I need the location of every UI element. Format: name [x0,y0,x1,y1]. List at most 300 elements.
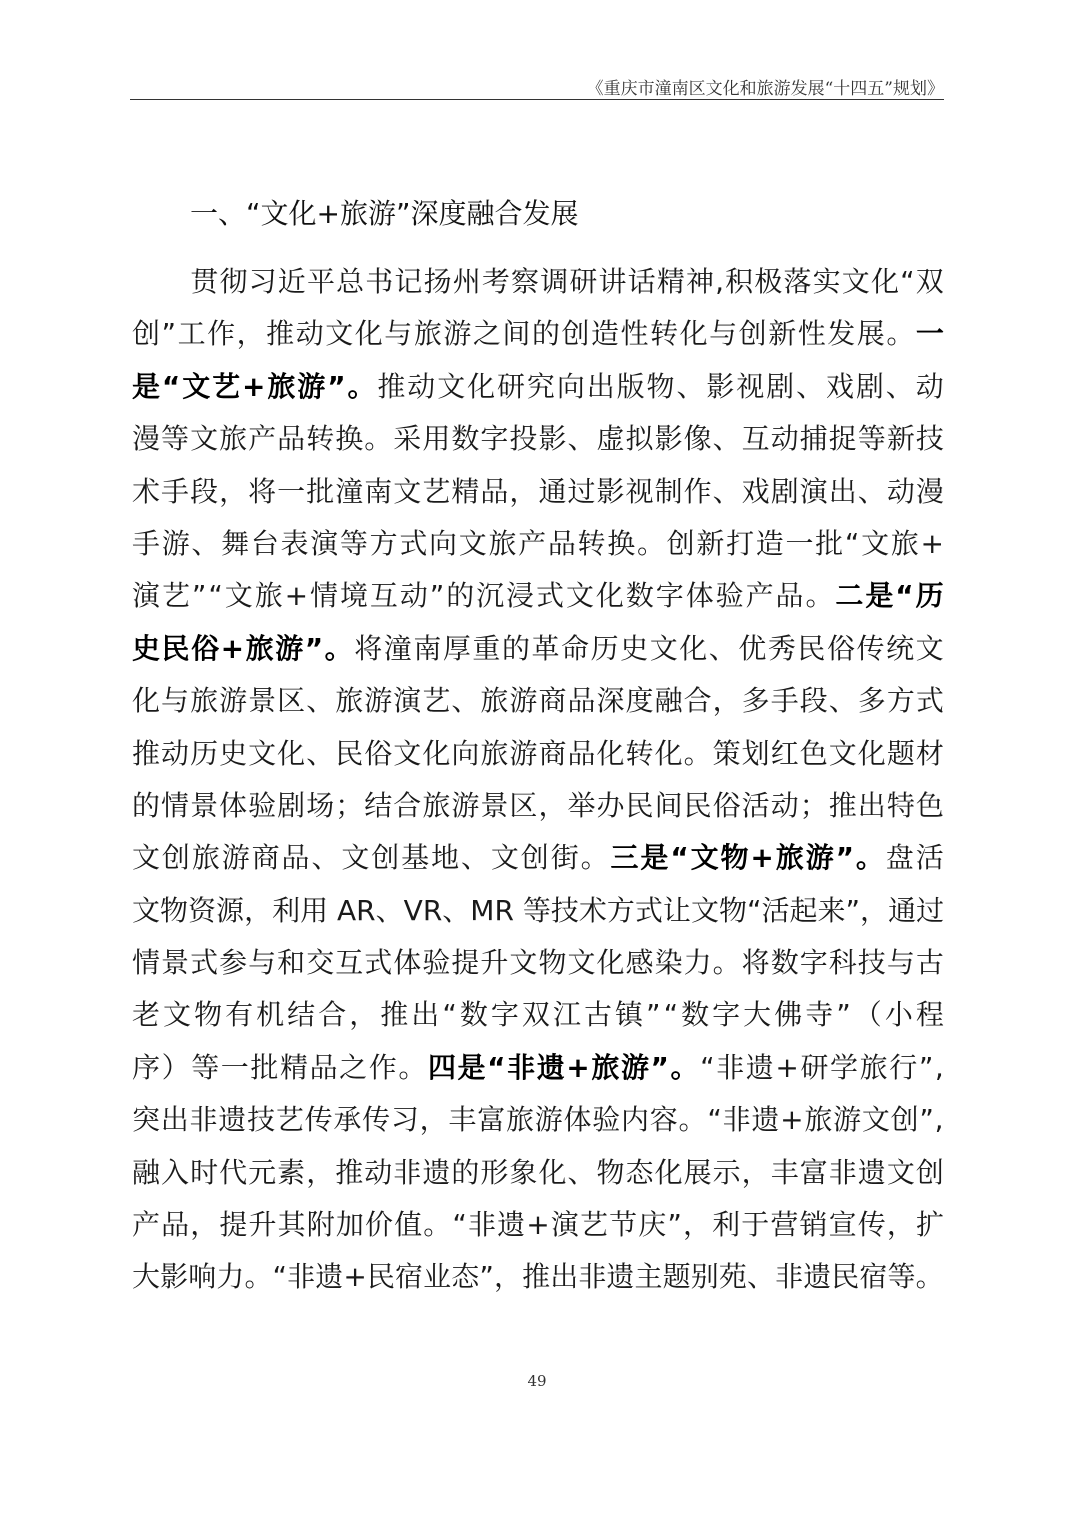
text-char: 向 [451,736,480,770]
body-line [132,728,944,780]
text-char: 讲 [598,265,627,298]
text-char: 游 [509,736,538,770]
text-char: 化 [354,317,383,351]
body-line [132,413,944,465]
text-char: 推 [335,1155,364,1189]
text-char: 精 [279,1050,308,1084]
text-char: 旅 [422,788,451,822]
text-char: 旅 [190,684,219,718]
text-char: 。 [915,1260,944,1294]
text-char: 态 [625,1155,654,1189]
text-char: 非 [189,1103,218,1137]
text-char: ， [860,893,889,927]
text-char: 制 [654,474,683,508]
text-char: 寺 [805,998,834,1032]
text-char: 动 [770,422,799,456]
text-char: 近 [277,265,306,298]
text-char: 于 [741,1208,770,1242]
text-char: 动 [161,736,190,770]
text-char: ” [667,1208,682,1242]
text-char: 革 [531,631,560,665]
text-char: 考 [481,265,510,298]
text-char: 发 [827,317,856,351]
text-char: 积 [725,265,754,298]
running-header-title: 《重庆市潼南区文化和旅游发展“十四五”规划》 [586,79,944,99]
text-char: 创 [520,841,549,875]
text-char: 漫 [915,474,944,508]
text-char: 特 [886,788,915,822]
text-char: 旅 [254,579,283,613]
text-char: 营 [770,1208,799,1242]
text-char: 、 [828,684,857,718]
text-char: 批 [815,526,844,560]
text-char: 结 [287,998,316,1032]
text-char: 优 [738,631,767,665]
text-char: 通 [538,474,567,508]
emphasis-char: 。 [324,631,353,665]
text-char: 影 [654,422,683,456]
text-char: 品 [775,579,804,613]
text-char: 合 [393,788,422,822]
text-char: 记 [394,265,423,298]
text-char: 游 [219,684,248,718]
text-char [132,256,160,308]
text-char: 等 [887,1260,916,1294]
text-char: 手 [132,526,161,560]
text-char: 换 [335,422,364,456]
text-char: + [920,526,944,560]
page-number: 49 [527,1372,547,1390]
text-char: , [934,1050,944,1084]
text-char: 材 [915,736,944,770]
text-char: 产 [132,1208,161,1242]
text-char: + [780,1103,804,1137]
text-char: 古 [915,946,944,980]
text-char: 题 [662,1260,691,1294]
text-char: 互 [369,579,398,613]
text-char: 演 [132,579,161,613]
text-char: 等 [339,526,368,560]
text-char: 文 [341,841,370,875]
text-char: 方 [606,893,635,927]
body-line [132,1199,944,1251]
text-char: 文 [567,946,596,980]
text-char: 、 [567,422,596,456]
text-char: 创 [132,317,161,351]
text-char: 节 [609,1208,638,1242]
text-char: 研 [800,1050,829,1084]
text-char: 传 [362,1103,391,1137]
text-char: 宿 [859,1260,888,1294]
body-line [132,518,944,570]
text-char: 出 [411,998,440,1032]
text-char: 。 [364,422,393,456]
text-char: 化 [538,1155,567,1189]
text-char: 造 [755,526,784,560]
body-line [132,1251,944,1303]
text-char: 举 [567,788,596,822]
text-char: 性 [620,317,649,351]
emphasis-char: “ [161,369,181,403]
text-char: 影 [160,1260,189,1294]
text-char: 批 [306,474,335,508]
text-char: ” [646,998,661,1032]
text-char: 象 [509,1155,538,1189]
text-char: 新 [696,526,725,560]
text-char: 文 [458,526,487,560]
text-char: 出 [857,788,886,822]
text-char: 批 [250,1050,279,1084]
text-char: 工 [177,317,206,351]
text-char: 、 [442,893,471,927]
text-char: 术 [132,474,161,508]
text-char: 提 [219,1208,248,1242]
text-char: 推 [828,788,857,822]
text-char: 数 [451,422,480,456]
text-char: 影 [538,422,567,456]
text-char: 史 [219,736,248,770]
text-char: 、 [191,526,220,560]
text-char: 向 [556,369,585,403]
text-char: 等 [161,422,190,456]
text-char: 宣 [828,1208,857,1242]
text-char: “ [844,526,860,560]
text-char: 推 [522,1260,551,1294]
text-char: 艺 [422,684,451,718]
text-char: 俗 [826,631,855,665]
text-char: 产 [248,422,277,456]
text-char: 段 [799,684,828,718]
text-char: 文 [393,736,422,770]
text-char: 景 [161,946,190,980]
text-char: 化 [132,684,161,718]
text-char: 文 [565,579,594,613]
text-char: 富 [477,1103,506,1137]
text-char: A [337,893,357,927]
text-char: 俗 [712,788,741,822]
text-char: 出 [586,369,615,403]
text-char: 等 [522,893,551,927]
text-char: 展 [683,1155,712,1189]
text-char: 地 [431,841,460,875]
text-char: 沉 [476,579,505,613]
text-char: R [494,893,514,927]
text-char: 遗 [606,1260,635,1294]
text-char: 书 [365,265,394,298]
text-char: 非 [393,1155,422,1189]
text-char: 划 [741,736,770,770]
text-char: 序 [132,1050,161,1084]
text-char: 行 [889,1050,918,1084]
text-char: 非 [578,1260,607,1294]
text-char: 时 [190,1155,219,1189]
text-char: 文 [132,841,161,875]
text-char: 力 [216,1260,245,1294]
text-char: 漫 [132,422,161,456]
text-char: 物 [718,893,747,927]
text-char: 、 [796,369,825,403]
text-char: 游 [534,1103,563,1137]
text-char: 深 [596,684,625,718]
text-char: 品 [161,1208,190,1242]
text-char: 南 [364,474,393,508]
text-char: 品 [277,422,306,456]
text-char: 游 [443,317,472,351]
text-char: 元 [248,1155,277,1189]
text-char: 将 [354,631,383,665]
text-char: 旅 [505,1103,534,1137]
emphasis-char: 是 [640,841,669,875]
text-char: 动 [364,1155,393,1189]
text-char: 染 [654,946,683,980]
text-char: 史 [620,631,649,665]
text-char: 。 [712,946,741,980]
text-char: 旅 [191,841,220,875]
text-char: 的 [451,1155,480,1189]
text-char: , [934,1103,944,1137]
body-line [132,989,944,1041]
text-char: 数 [625,579,654,613]
text-char: 过 [567,474,596,508]
text-char: 作 [683,474,712,508]
text-char: 文 [190,422,219,456]
text-char: 度 [625,684,654,718]
text-char: 遗 [218,1103,247,1137]
text-char: + [775,1050,799,1084]
text-char: 新 [886,422,915,456]
text-char: 将 [741,946,770,980]
text-char: 历 [190,736,219,770]
text-char: 示 [712,1155,741,1189]
text-char: 物 [194,998,223,1032]
text-char: 间 [502,317,531,351]
text-char: 文 [437,369,466,403]
emphasis-char: 俗 [191,631,220,665]
text-char: 非 [468,1208,497,1242]
body-line [132,570,944,622]
text-char: 活 [915,841,944,875]
text-char: 、 [460,841,489,875]
text-char: 与 [161,684,190,718]
text-char: 式 [536,579,565,613]
text-char: ， [712,684,741,718]
body-line [132,361,944,413]
text-char: 重 [472,631,501,665]
text-char: 版 [616,369,645,403]
text-char: ） [161,1050,190,1084]
text-char: 境 [339,579,368,613]
text-char: + [526,1208,550,1242]
text-char: 的 [132,788,161,822]
text-char: 参 [219,946,248,980]
text-char: 字 [480,422,509,456]
text-char: 创 [161,841,190,875]
text-char: ， [538,788,567,822]
text-char: 活 [761,893,790,927]
text-char: 区 [277,684,306,718]
text-char: 古 [583,998,612,1032]
emphasis-char: 是 [865,579,894,613]
emphasis-char: “ [895,579,914,613]
text-char: 体 [393,946,422,980]
text-char: 游 [161,526,190,560]
text-char: 州 [452,265,481,298]
text-char: 游 [451,788,480,822]
text-char: 内 [621,1103,650,1137]
text-char: 话 [627,265,656,298]
text-char: 品 [281,841,310,875]
body-paragraph [132,256,944,1304]
text-char: 字 [490,998,519,1032]
text-char: 多 [741,684,770,718]
text-char: 展 [856,317,885,351]
text-char: ， [190,1208,219,1242]
body-line [132,623,944,675]
body-line [132,308,944,360]
text-char: 多 [857,684,886,718]
emphasis-char: 三 [610,841,639,875]
text-char: 游 [509,684,538,718]
emphasis-char: 旅 [775,841,804,875]
text-char: 演 [799,474,828,508]
emphasis-char: 。 [670,1050,699,1084]
text-char: 艺 [422,474,451,508]
emphasis-char: + [220,631,245,665]
text-char: 一 [277,474,306,508]
text-char: ， [219,474,248,508]
emphasis-char: 文 [182,369,211,403]
text-char: 体 [219,788,248,822]
text-char: 技 [550,893,579,927]
text-char: 。 [580,841,609,875]
text-char: 视 [625,474,654,508]
text-char: 验 [248,788,277,822]
text-char: 。 [423,1208,452,1242]
text-char: 推 [380,998,409,1032]
text-char: ， [306,1155,335,1189]
text-char: 遗 [803,1260,832,1294]
body-line [132,937,944,989]
text-char: 、 [375,893,404,927]
text-char: 创 [666,526,695,560]
text-char: 演 [393,684,422,718]
text-char: 化 [679,317,708,351]
text-char: 演 [310,526,339,560]
text-char: 研 [497,369,526,403]
text-char: 技 [857,946,886,980]
text-char: 出 [550,1260,579,1294]
text-char: 艺 [275,1103,304,1137]
text-char: ， [493,1260,522,1294]
text-char: 式 [190,946,219,980]
text-char: 、 [311,841,340,875]
text-char: 苑 [718,1260,747,1294]
text-char: 非 [828,1155,857,1189]
text-char: ” [479,1260,494,1294]
text-char: 旅 [480,736,509,770]
text-char: ； [335,788,364,822]
text-char: 之 [472,317,501,351]
emphasis-char: 游 [620,1050,649,1084]
text-char: 技 [247,1103,276,1137]
text-char: 街 [550,841,579,875]
text-char: 景 [248,684,277,718]
text-char: 非 [775,1260,804,1294]
text-char: 手 [770,684,799,718]
text-char: 、 [676,369,705,403]
text-char: 动 [407,369,436,403]
text-char: 技 [915,422,944,456]
text-char: 佛 [774,998,803,1032]
text-char: 剧 [855,369,884,403]
text-char: 式 [399,526,428,560]
text-char: 商 [251,841,280,875]
text-char: 遗 [857,1155,886,1189]
text-char: 之 [339,1050,368,1084]
text-char: 体 [685,579,714,613]
text-char: V [403,893,423,927]
text-char: 基 [401,841,430,875]
text-char: 策 [712,736,741,770]
text-char: 遗 [497,1208,526,1242]
text-char: 厚 [442,631,471,665]
body-line [132,1094,944,1146]
text-char: 彻 [219,265,248,298]
emphasis-char: ” [650,1050,669,1084]
text-char: 字 [655,579,684,613]
text-char: 戏 [741,474,770,508]
text-char: ， [886,1208,915,1242]
text-char: 与 [709,317,738,351]
text-char: 。 [244,1260,273,1294]
section-heading: 一、“文化+旅游”深度融合发展 [190,197,579,230]
text-char: 出 [160,1103,189,1137]
text-char: 数 [770,946,799,980]
text-char: 承 [333,1103,362,1137]
text-char: 、 [712,422,741,456]
text-char: 民 [335,736,364,770]
text-char: 双 [915,265,944,298]
text-char: 式 [364,946,393,980]
text-char: 旅 [219,422,248,456]
text-char: 剧 [277,788,306,822]
text-char: 剧 [770,474,799,508]
text-char: 化 [595,579,624,613]
text-char: 向 [429,526,458,560]
text-char: 转 [650,317,679,351]
text-char: 采 [393,422,422,456]
text-char: 销 [799,1208,828,1242]
text-char: 宿 [395,1260,424,1294]
text-char: 动 [770,788,799,822]
text-char: 数 [459,998,488,1032]
emphasis-char: “ [670,841,689,875]
text-char: 与 [384,317,413,351]
text-char: ， [244,893,273,927]
text-char: 升 [248,1208,277,1242]
text-char: 神 [685,265,714,298]
text-char: 的 [531,317,560,351]
text-char: 式 [634,893,663,927]
text-char: 性 [797,317,826,351]
text-char: 的 [501,631,530,665]
text-char: 文 [690,893,719,927]
text-char: 物 [160,893,189,927]
text-char: 贯 [190,265,219,298]
text-char: 物 [646,369,675,403]
text-char: 遗 [422,1155,451,1189]
text-char: 验 [592,1103,621,1137]
